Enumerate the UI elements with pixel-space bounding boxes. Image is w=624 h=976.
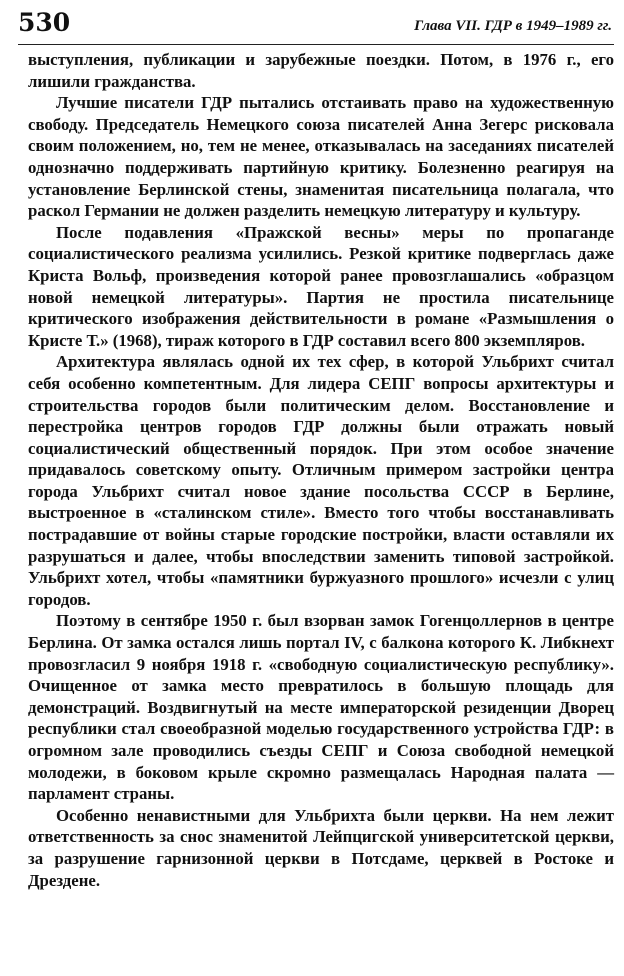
body-text: [28, 49, 614, 891]
paragraph: Поэтому в сентябре 1950 г. был взорван замок Гогенцоллернов в центре Берлина. От замка остался лишь портал IV, с балкона которого К. Либкнехт провозгласил 9 ноября 1918 г. «свободную социалистическую республику». Очищенное от замка место превратилось в большую площадь для демонстраций. Воздвигнутый на месте императорской резиденции Дворец республики стал своеобразной моделью государственного устройства ГДР: в огромном зале проводились съезды СЕПГ и Союза свободной немецкой молодежи, в боковом крыле скромно размещалась Народная палата — парламент страны.: [28, 611, 614, 804]
paragraph: После подавления «Пражской весны» меры по пропаганде социалистического реализма усилились. Резкой критике подверглась даже Криста Вольф, произведения которой ранее провозглашались «образцом новой немецкой литературы». Партия не простила писательнице критического изображения действительности в романе «Размышления о Кристе Т.» (1968), тираж которого в ГДР составил всего 800 экземпляров.: [28, 222, 614, 350]
running-head: Глава VII. ГДР в 1949–1989 гг.: [414, 18, 612, 34]
page-number: 530: [18, 8, 71, 37]
paragraph: Особенно ненавистными для Ульбрихта были церкви. На нем лежит ответственность за снос знаменитой Лейпцигской университетской церкви, за разрушение гарнизонной церкви в Потсдаме, церквей в Ростоке и Дрездене.: [28, 805, 614, 890]
paragraph: Лучшие писатели ГДР пытались отстаивать право на художественную свободу. Председатель Немецкого союза писателей Анна Зегерс рисковала своим положением, но, тем не менее, отказывалась на заседаниях писателей однозначно поддерживать партийную критику. Болезненно реагируя на установление Берлинской стены, знаменитая писательница полагала, что раскол Германии не должен разделить немецкую литературу и культуру.: [28, 93, 614, 221]
paragraph: выступления, публикации и зарубежные поездки. Потом, в 1976 г., его лишили гражданства.: [28, 50, 614, 91]
page-header: [18, 8, 614, 45]
paragraph: Архитектура являлась одной их тех сфер, в которой Ульбрихт считал себя особенно компетентным. Для лидера СЕПГ вопросы архитектуры и строительства городов были политическим делом. Восстановление и перестройка центров городов ГДР должны были отражать новый социалистический общественный порядок. При этом особое значение придавалось советскому опыту. Отличным примером застройки центра города Ульбрихт считал новое здание посольства СССР в Берлине, выстроенное в «сталинском стиле». Вместо того чтобы восстанавливать пострадавшие от войны старые городские постройки, власти оставляли их разрушаться и далее, чтобы впоследствии заменить типовой застройкой. Ульбрихт хотел, чтобы «памятники буржуазного прошлого» исчезли с улиц городов.: [28, 352, 614, 609]
